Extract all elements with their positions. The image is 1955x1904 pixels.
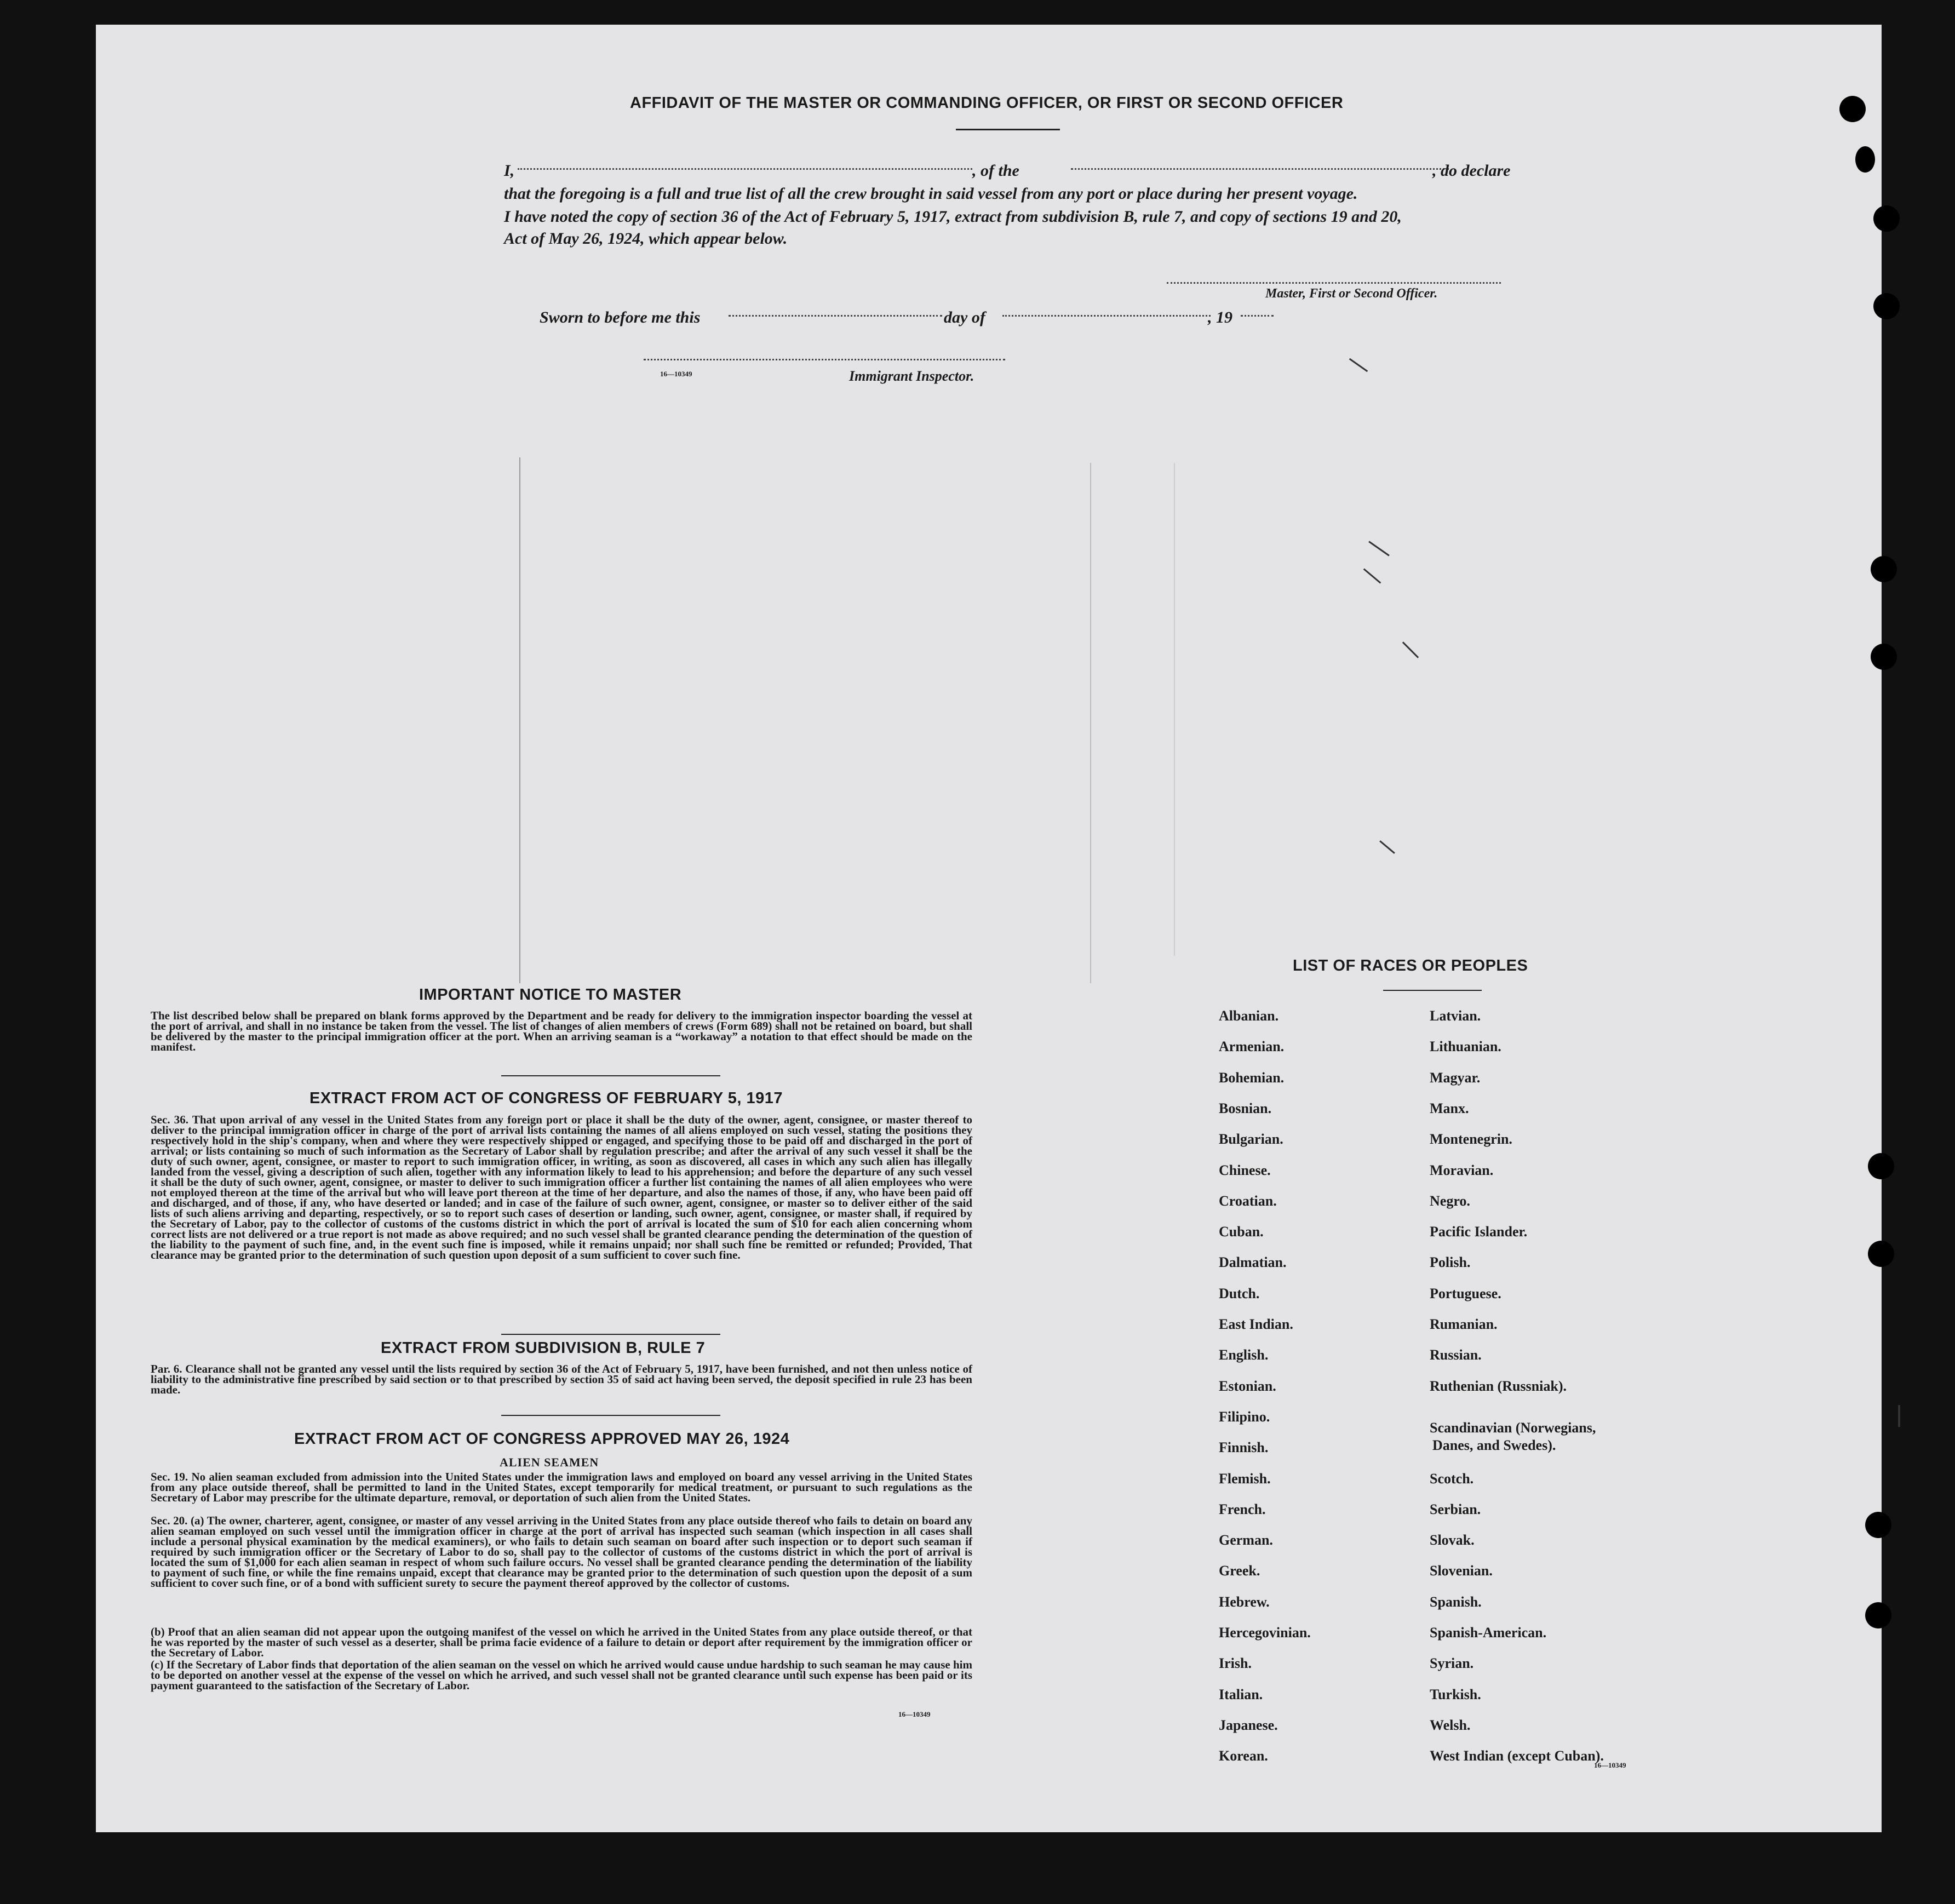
race-item: English.: [1219, 1347, 1269, 1363]
notice-text: The list described below shall be prepared on blank forms approved by the Department and be ready for delivery to the immigration inspector boarding the vessel at the port of arrival, and shall in no instance be taken from the vessel. The list of changes of alien members of crews (Form 689) shall not be retained on board, but shall be delivered by the master to the principal immigration officer at the port. When an arriving seaman is a “workaway” a notation to that effect should be made on the manifest.: [151, 1009, 972, 1053]
sec19-text: Sec. 19. No alien seaman excluded from admission into the United States under the immigration laws and employed on board any vessel arriving in the United States from any place outside thereof, shall be permitted to land in the United States, except temporarily for medical treatment, or pursuant to such regulations as the Secretary of Labor may prescribe for the ultimate departure, removal, or deportation of such alien from the United States.: [151, 1470, 972, 1504]
race-item: Welsh.: [1430, 1717, 1471, 1733]
pen-mark: [1898, 1405, 1900, 1427]
sec20a-text: Sec. 20. (a) The owner, charterer, agent, consignee, or master of any vessel arriving in the United States from any place outside thereof who fails to detain on board any alien seaman employed on such vessel until the immigration officer in charge at the port of arrival has inspected such seaman (which inspection in all cases shall include a personal physical examination by the medical examiners), or who fails to detain such seaman on board after such inspection or to deport such seaman if required by such immigration officer or the Secretary of Labor to do so, shall pay to the collector of customs of the customs district in which the port of arrival is located the sum of $1,000 for each alien seaman in respect of whom such failure occurs. No vessel shall be granted clearance pending the determination of the liability to payment of such fine, or while the fine remains unpaid, except that clearance may be granted prior to the determination of such question upon the deposit of a sum sufficient to cover such fine, or of a bond with sufficient surety to secure the payment thereof approved by the collector of customs.: [151, 1514, 972, 1590]
affidavit-line3: I have noted the copy of section 36 of the Act of February 5, 1917, extract from subdivision B, rule 7, and copy of sections 19 and 20,: [504, 208, 1402, 226]
race-item: Cuban.: [1219, 1224, 1264, 1240]
pen-mark: [1349, 358, 1368, 372]
binder-hole: [1865, 1602, 1891, 1628]
race-item: Spanish-American.: [1430, 1625, 1547, 1641]
binder-hole: [1855, 146, 1875, 173]
race-item: Estonian.: [1219, 1378, 1276, 1394]
race-item: Irish.: [1219, 1655, 1252, 1672]
race-item: Serbian.: [1430, 1501, 1481, 1517]
race-item: Scotch.: [1430, 1470, 1474, 1487]
column-rule: [519, 457, 520, 983]
race-item: Dalmatian.: [1219, 1254, 1287, 1271]
race-item: East Indian.: [1219, 1316, 1293, 1332]
master-label: Master, First or Second Officer.: [1265, 286, 1438, 301]
race-item: Slovenian.: [1430, 1563, 1493, 1579]
race-item: Scandinavian (Norwegians,: [1430, 1419, 1596, 1436]
race-item: Turkish.: [1430, 1686, 1481, 1702]
column-rule: [1090, 463, 1091, 983]
race-item: Albanian.: [1219, 1008, 1279, 1024]
race-item: Slovak.: [1430, 1532, 1475, 1549]
binder-hole: [1873, 205, 1900, 232]
race-item: West Indian (except Cuban).: [1430, 1748, 1604, 1764]
form-number-bottom-left: 16—10349: [898, 1710, 931, 1718]
binder-hole: [1873, 293, 1900, 319]
binder-hole: [1839, 96, 1866, 122]
race-item: Moravian.: [1430, 1162, 1494, 1178]
race-item: Negro.: [1430, 1192, 1470, 1209]
sworn-year: , 19: [1208, 308, 1232, 326]
form-number-bottom-right: 16—10349: [1594, 1761, 1626, 1769]
master-signature-line[interactable]: [1167, 282, 1501, 284]
races-title: LIST OF RACES OR PEOPLES: [1293, 957, 1528, 974]
race-item: Lithuanian.: [1430, 1039, 1501, 1055]
race-item: Latvian.: [1430, 1008, 1481, 1024]
sec20c-text: (c) If the Secretary of Labor finds that deportation of the alien seaman on the vessel on which he arrived would cause undue hardship to such seaman he may cause him to be deported on another vessel at the expense of the vessel on which he arrived, and such vessel shall not be granted clearance until such expense has been paid or its payment guaranteed to the satisfaction of the Secretary of Labor.: [151, 1658, 972, 1692]
binder-hole: [1871, 556, 1897, 582]
race-item: Bulgarian.: [1219, 1131, 1283, 1148]
race-item: Flemish.: [1219, 1470, 1271, 1487]
races-underline: [1383, 990, 1482, 991]
race-item: Portuguese.: [1430, 1285, 1501, 1301]
alien-seamen-subtitle: ALIEN SEAMEN: [500, 1455, 599, 1469]
race-item: Japanese.: [1219, 1717, 1278, 1733]
name-blank[interactable]: [518, 168, 972, 170]
race-item: Filipino.: [1219, 1408, 1270, 1425]
race-item: Magyar.: [1430, 1069, 1481, 1086]
race-item: Ruthenian (Russniak).: [1430, 1378, 1567, 1394]
race-item: Bohemian.: [1219, 1069, 1285, 1086]
race-item: Chinese.: [1219, 1162, 1271, 1178]
race-item: German.: [1219, 1532, 1273, 1549]
binder-hole: [1871, 644, 1897, 670]
race-item: Spanish.: [1430, 1593, 1482, 1610]
pen-mark: [1402, 641, 1419, 658]
inspector-label: Immigrant Inspector.: [849, 368, 974, 384]
affidavit-line1-declare: , do declare: [1432, 162, 1511, 180]
extract-1924-title: EXTRACT FROM ACT OF CONGRESS APPROVED MAY 26, 1924: [294, 1430, 790, 1448]
race-item: Hebrew.: [1219, 1593, 1270, 1610]
sworn-text: Sworn to before me this: [540, 308, 701, 326]
race-item: Russian.: [1430, 1347, 1482, 1363]
race-item: Pacific Islander.: [1430, 1224, 1528, 1240]
race-item: Montenegrin.: [1430, 1131, 1512, 1148]
affidavit-line4: Act of May 26, 1924, which appear below.: [504, 230, 788, 248]
binder-hole: [1868, 1153, 1894, 1179]
affidavit-title: AFFIDAVIT OF THE MASTER OR COMMANDING OFFICER, OR FIRST OR SECOND OFFICER: [630, 94, 1344, 112]
race-item: Polish.: [1430, 1254, 1471, 1271]
race-item: Armenian.: [1219, 1039, 1285, 1055]
extract-1917-text: Sec. 36. That upon arrival of any vessel in the United States from any foreign port or place it shall be the duty of the owner, agent, consignee, or master thereof to deliver to the principal immigration officer in charge of the port of arrival lists containing the names of all aliens employed on such vessel, stating the positions they respectively hold in the ship's company, when and where they were respectively shipped or engaged, and specifying those to be paid off and discharged in the port of arrival; or lists containing so much of such information as the Secretary of Labor shall by regulation prescribe; and after the arrival of any such vessel it shall be the duty of such owner, agent, consignee, or master to report to such immigration officer, in writing, as soon as discovered, all cases in which any such alien has illegally landed from the vessel, giving a description of such alien, together with any information likely to lead to his apprehension; and before the departure of any such vessel it shall be the duty of such owner, agent, consignee, or master to deliver to such immigration officer a further list containing the names of all alien employees who were not employed thereon at the time of the arrival but who will leave port thereon at the time of her departure, and also the names of those, if any, who have been paid off and discharged, and of those, if any, who have deserted or landed; and in case of the failure of such owner, agent, consignee, or master so to deliver either of the said lists of such aliens arriving and departing, respectively, or so to report such cases of desertion or landing, such owner, agent, consignee, or master shall, if required by the Secretary of Labor, pay to the collector of customs of the customs district in which the port of arrival is located the sum of $10 for each alien concerning whom correct lists are not delivered or a true report is not made as above required; and no such vessel shall be granted clearance pending the determination of the question of the liability to the payment of such fine, and, in the event such fine is imposed, while it remains unpaid; nor shall such fine be remitted or refunded; Provided, That clearance may be granted prior to the determination of such question upon deposit of a sum sufficient to cover such fine.: [151, 1113, 972, 1261]
form-number-top: 16—10349: [660, 370, 692, 378]
race-item: Greek.: [1219, 1563, 1260, 1579]
race-item: Italian.: [1219, 1686, 1263, 1702]
extract-rule7-text: Par. 6. Clearance shall not be granted any vessel until the lists required by section 36 of the Act of February 5, 1917, have been furnished, and not then unless notice of liability to the administrative fine prescribed by said section or to that prescribed by section 35 of said act having been served, the deposit specified in rule 23 has been made.: [151, 1362, 972, 1396]
race-item: Bosnian.: [1219, 1100, 1272, 1116]
race-item: Syrian.: [1430, 1655, 1474, 1672]
pen-mark: [1368, 541, 1390, 556]
binder-hole: [1865, 1512, 1891, 1538]
binder-hole: [1868, 1241, 1894, 1267]
affidavit-line2: that the foregoing is a full and true list of all the crew brought in said vessel from any port or place during her present voyage.: [504, 185, 1358, 203]
race-item: Korean.: [1219, 1748, 1268, 1764]
inspector-signature-line[interactable]: [644, 359, 1005, 360]
column-rule: [1174, 463, 1175, 956]
title-underline: [956, 129, 1060, 130]
sworn-day-of: day of: [944, 308, 985, 326]
notice-title: IMPORTANT NOTICE TO MASTER: [419, 986, 682, 1003]
race-item: Danes, and Swedes).: [1432, 1437, 1556, 1453]
extract-1917-title: EXTRACT FROM ACT OF CONGRESS OF FEBRUARY 5, 1917: [309, 1089, 783, 1107]
section-divider: [501, 1075, 720, 1076]
affidavit-line1-i: I,: [504, 162, 515, 180]
vessel-blank[interactable]: [1071, 168, 1449, 170]
document-page: [96, 25, 1882, 1832]
race-item: Croatian.: [1219, 1192, 1277, 1209]
sworn-day-blank[interactable]: [729, 315, 942, 317]
race-item: Manx.: [1430, 1100, 1469, 1116]
section-divider: [501, 1334, 720, 1335]
race-item: Hercegovinian.: [1219, 1625, 1311, 1641]
sworn-month-blank[interactable]: [1002, 315, 1211, 317]
pen-mark: [1379, 840, 1395, 854]
race-item: Finnish.: [1219, 1440, 1269, 1456]
affidavit-line1-of: , of the: [972, 162, 1019, 180]
sec20b-text: (b) Proof that an alien seaman did not appear upon the outgoing manifest of the vessel on which he arrived in the United States from any place outside thereof, or that he was reported by the master of such vessel as a deserter, shall be prima facie evidence of a failure to detain or deport after requirement by the immigration officer or the Secretary of Labor.: [151, 1625, 972, 1659]
race-item: French.: [1219, 1501, 1266, 1517]
race-item: Rumanian.: [1430, 1316, 1498, 1332]
extract-rule7-title: EXTRACT FROM SUBDIVISION B, RULE 7: [381, 1339, 706, 1357]
sworn-year-blank[interactable]: [1241, 315, 1274, 317]
pen-mark: [1363, 568, 1381, 583]
section-divider: [501, 1415, 720, 1416]
race-item: Dutch.: [1219, 1285, 1260, 1301]
